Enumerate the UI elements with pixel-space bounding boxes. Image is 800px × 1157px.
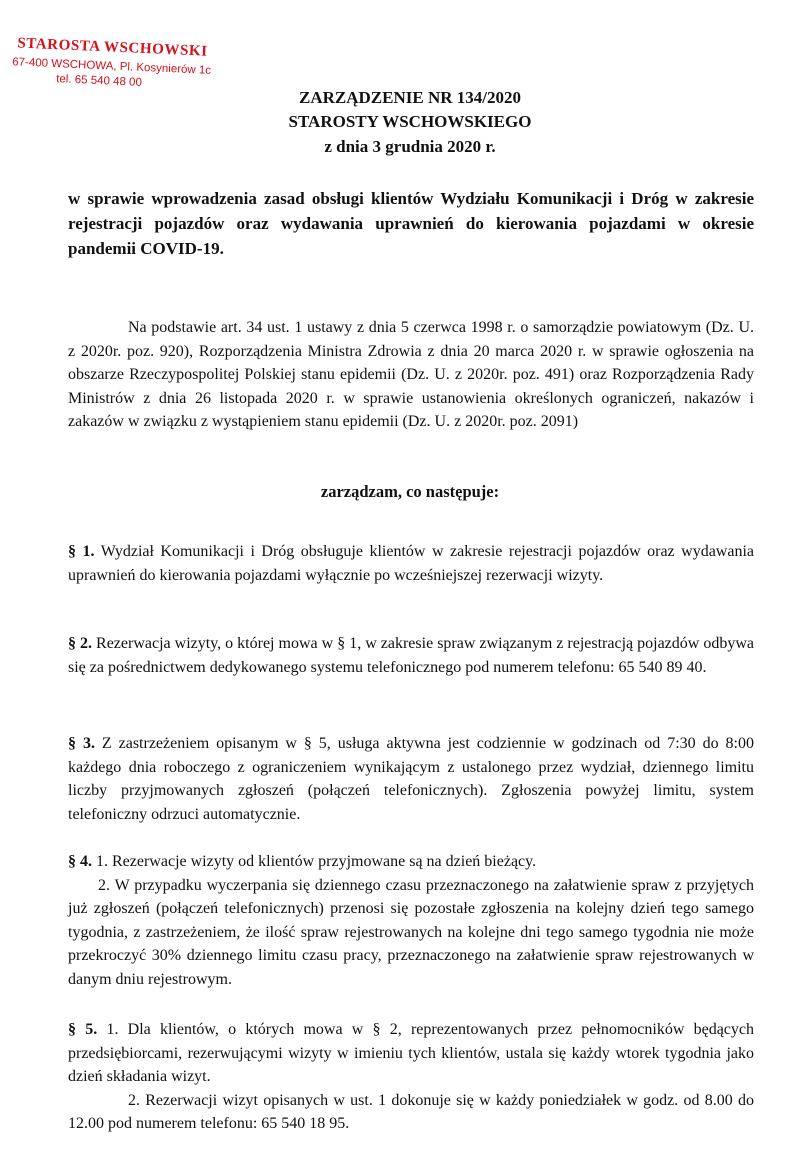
section-item [68, 1018, 754, 1089]
stamp-phone: tel. 65 540 48 00 [55, 73, 143, 89]
document-subject: w sprawie wprowadzenia zasad obsługi klientów Wydziału Komunikacji i Dróg w zakresie rejestracji pojazdów oraz wydawania uprawnień do kierowania pojazdami w okresie pandemii COVID-19. [68, 189, 754, 258]
decree-formula: zarządzam, co następuje: [320, 482, 500, 501]
section-3 [68, 732, 754, 826]
section-mark: § 5. [68, 1021, 98, 1038]
document-title: ZARZĄDZENIE NR 134/2020 [299, 88, 521, 107]
section-item-text: 1. Rezerwacje wizyty od klientów przyjmowane są na dzień bieżący. [96, 853, 537, 870]
document-date: z dnia 3 grudnia 2020 r. [324, 137, 496, 156]
legal-basis-text: Na podstawie art. 34 ust. 1 ustawy z dnia 5 czerwca 1998 r. o samorządzie powiatowym (Dz. U. z 2020r. poz. 920), Rozporządzenia Ministra Zdrowia z dnia 20 marca 2020 r. w sprawie ogłoszenia na obszarze Rzeczypospolitej Polskiej stanu epidemii (Dz. U. z 2020r. poz. 491) oraz Rozporządzenia Rady Ministrów z dnia 26 listopada 2020 r. w sprawie ustanowienia określonych ograniczeń, nakazów i zakazów w związku z wystąpieniem stanu epidemii (Dz. U. z 2020r. poz. 2091) [68, 319, 754, 430]
section-text: Wydział Komunikacji i Dróg obsługuje klientów w zakresie rejestracji pojazdów oraz wydawania uprawnień do kierowania pojazdami wyłącznie po wcześniejszej rezerwacji wizyty. [68, 543, 755, 584]
section-text: Z zastrzeżeniem opisanym w § 5, usługa aktywna jest codziennie w godzinach od 7:30 do 8:00 każdego dnia roboczego z ograniczeniem wynikającym z ustalonego przez wydział, dziennego limitu liczby przyjmowanych zgłoszeń (połączeń telefonicznych). Zgłoszenia powyżej limitu, system telefoniczny odrzuci automatycznie. [68, 735, 754, 823]
section-mark: § 3. [68, 735, 95, 752]
section-text: Rezerwacja wizyty, o której mowa w § 1, w zakresie spraw związanym z rejestracją pojazdów odbywa się za pośrednictwem dedykowanego systemu telefonicznego pod numerem telefonu: 65 540 89 40. [68, 635, 755, 676]
section-1 [68, 540, 754, 587]
document-issuer: STAROSTY WSCHOWSKIEGO [288, 112, 532, 131]
section-4 [68, 850, 754, 991]
section-item [68, 1089, 754, 1136]
section-item-text: 2. W przypadku wyczerpania się dziennego czasu przeznaczonego na załatwienie spraw z przyjętych już zgłoszeń (połączeń telefonicznych) przenosi się pozostałe zgłoszenia na kolejny dzień tego samego tygodnia, z zastrzeżeniem, że ilość spraw rejestrowanych na kolejne dni tego samego tygodnia nie może przekroczyć 30% dziennego limitu czasu pracy, przeznaczonego na załatwienie spraw rejestrowanych w danym dniu rejestrowym. [68, 876, 754, 988]
section-mark: § 2. [68, 635, 93, 652]
official-stamp [6, 34, 218, 94]
section-item-text: 2. Rezerwacji wizyt opisanych w ust. 1 dokonuje się w każdy poniedziałek w godz. od 8.00 do 12.00 pod numerem telefonu: 65 540 18 95. [68, 1091, 754, 1132]
stamp-address: 67-400 WSCHOWA, Pl. Kosynierów 1c [12, 56, 212, 77]
section-mark: § 1. [68, 543, 95, 560]
section-item-text: 1. Dla klientów, o których mowa w § 2, reprezentowanych przez pełnomocników będących przedsiębiorcami, rezerwującymi wizyty w imieniu tych klientów, ustala się każdy wtorek tygodnia jako dzień składania wizyt. [68, 1021, 755, 1085]
section-item [68, 850, 754, 874]
stamp-name: STAROSTA WSCHOWSKI [17, 35, 208, 60]
legal-basis-paragraph [68, 316, 754, 434]
section-mark: § 4. [68, 853, 92, 870]
section-2 [68, 632, 754, 679]
section-5 [68, 1018, 754, 1136]
section-item [68, 874, 754, 992]
